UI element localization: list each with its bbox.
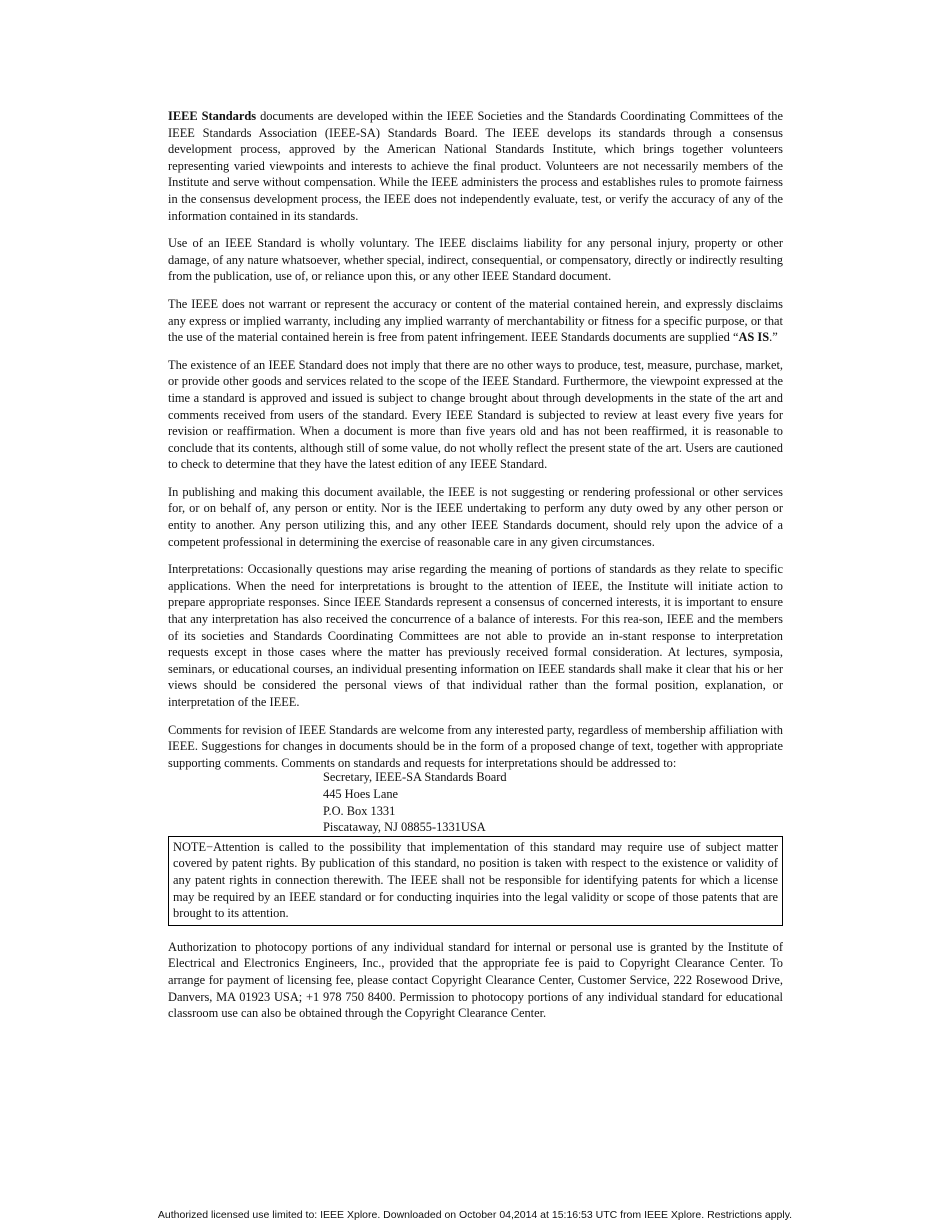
paragraph-voluntary-use: Use of an IEEE Standard is wholly voluntary. The IEEE disclaims liability for any personal injury, property or other damage, of any nature whatsoever, whether special, indirect, consequential, or compensatory, directly or indirectly resulting from the publication, use of, or reliance upon this, or any other IEEE Standard document.: [168, 236, 783, 284]
paragraph-existence-of-standard: The existence of an IEEE Standard does not imply that there are no other ways to produce, test, measure, purchase, market, or provide other goods and services related to the scope of the IEEE Standard. Furthermore, the viewpoint expressed at the time a standard is approved and issued is subject to change brought about through developments in the state of the art and comments received from users of the standard. Every IEEE Standard is subjected to review at least every five years for revision or reaffirmation. When a document is more than five years old and has not been reaffirmed, it is reasonable to conclude that its contents, although still of some value, do not wholly reflect the present state of the art. Users are cautioned to check to determine that they have the latest edition of any IEEE Standard.: [168, 357, 783, 472]
paragraph-ieee-standards: [168, 108, 783, 224]
paragraph-lead-bold: IEEE Standards: [168, 109, 257, 123]
address-line: Secretary, IEEE-SA Standards Board: [323, 770, 507, 785]
paragraph-publishing: In publishing and making this document available, the IEEE is not suggesting or rendering professional or other services for, or on behalf of, any person or entity. Nor is the IEEE undertaking to perform any duty owed by any other person or entity to another. Any person utilizing this, and any other IEEE Standards document, should rely upon the advice of a competent professional in determining the exercise of reasonable care in any given circumstances.: [168, 484, 783, 549]
mailing-address: [323, 769, 783, 835]
patent-note-text: NOTE−Attention is called to the possibility that implementation of this standard may require use of subject matter covered by patent rights. By publication of this standard, no position is taken with respect to the existence or validity of any patent rights in connection therewith. The IEEE shall not be responsible for identifying patents for which a license may be required by an IEEE standard or for conducting inquiries into the legal validity or scope of those patents that are brought to its attention.: [173, 839, 778, 921]
address-line: Piscataway, NJ 08855-1331USA: [323, 820, 486, 835]
address-line: P.O. Box 1331: [323, 803, 396, 818]
paragraph-warranty-disclaimer: [168, 296, 783, 346]
paragraph-interpretations: Interpretations: Occasionally questions may arise regarding the meaning of portions of standards as they relate to specific applications. When the need for interpretations is brought to the attention of IEEE, the Institute will initiate action to prepare appropriate responses. Since IEEE Standards represent a consensus of concerned interests, it is important to ensure that any interpretation has also received the concurrence of a balance of interests. For this rea-son, IEEE and the members of its societies and Standards Coordinating Committees are not able to provide an in-stant response to interpretation requests except in those cases where the matter has previously received formal consideration. At lectures, symposia, seminars, or educational courses, an individual presenting information on IEEE standards shall make it clear that his or her views should be considered the personal views of that individual rather than the formal position, explanation, or interpretation of the IEEE.: [168, 562, 783, 709]
paragraph-end: .”: [769, 330, 778, 345]
license-footer: Authorized licensed use limited to: IEEE Xplore. Downloaded on October 04,2014 at 15:16:53 UTC from IEEE Xplore. Restrictions apply.: [157, 1209, 793, 1221]
document-body: [168, 108, 783, 1033]
patent-note-box: [168, 836, 783, 926]
paragraph-photocopy-authorization: Authorization to photocopy portions of any individual standard for internal or personal use is granted by the Institute of Electrical and Electronics Engineers, Inc., provided that the appropriate fee is paid to Copyright Clearance Center. To arrange for payment of licensing fee, please contact Copyright Clearance Center, Customer Service, 222 Rosewood Drive, Danvers, MA 01923 USA; +1 978 750 8400. Permission to photocopy portions of any individual standard for educational classroom use can also be obtained through the Copyright Clearance Center.: [168, 939, 783, 1021]
paragraph-text: The IEEE does not warrant or represent the accuracy or content of the material contained herein, and expressly disclaims any express or implied warranty, including any implied warranty of merchantability or fitness for a specific purpose, or that the use of the material contained herein is free from patent infringement. IEEE Standards documents are supplied “: [168, 296, 783, 345]
address-line: 445 Hoes Lane: [323, 786, 399, 801]
paragraph-comments-for-revision: Comments for revision of IEEE Standards are welcome from any interested party, regardless of membership affiliation with IEEE. Suggestions for changes in documents should be in the form of a proposed change of text, together with appropriate supporting comments. Comments on standards and requests for interpretations should be addressed to:: [168, 722, 783, 770]
paragraph-text: documents are developed within the IEEE Societies and the Standards Coordinating Committees of the IEEE Standards Association (IEEE-SA) Standards Board. The IEEE develops its standards through a consensus development process, approved by the American National Standards Institute, which brings together volunteers representing varied viewpoints and interests to achieve the final product. Volunteers are not necessarily members of the Institute and serve without compensation. While the IEEE administers the process and establishes rules to promote fairness in the consensus development process, the IEEE does not independently evaluate, test, or verify the accuracy of any of the information contained in its standards.: [168, 109, 783, 223]
as-is-bold: AS IS: [738, 330, 770, 345]
